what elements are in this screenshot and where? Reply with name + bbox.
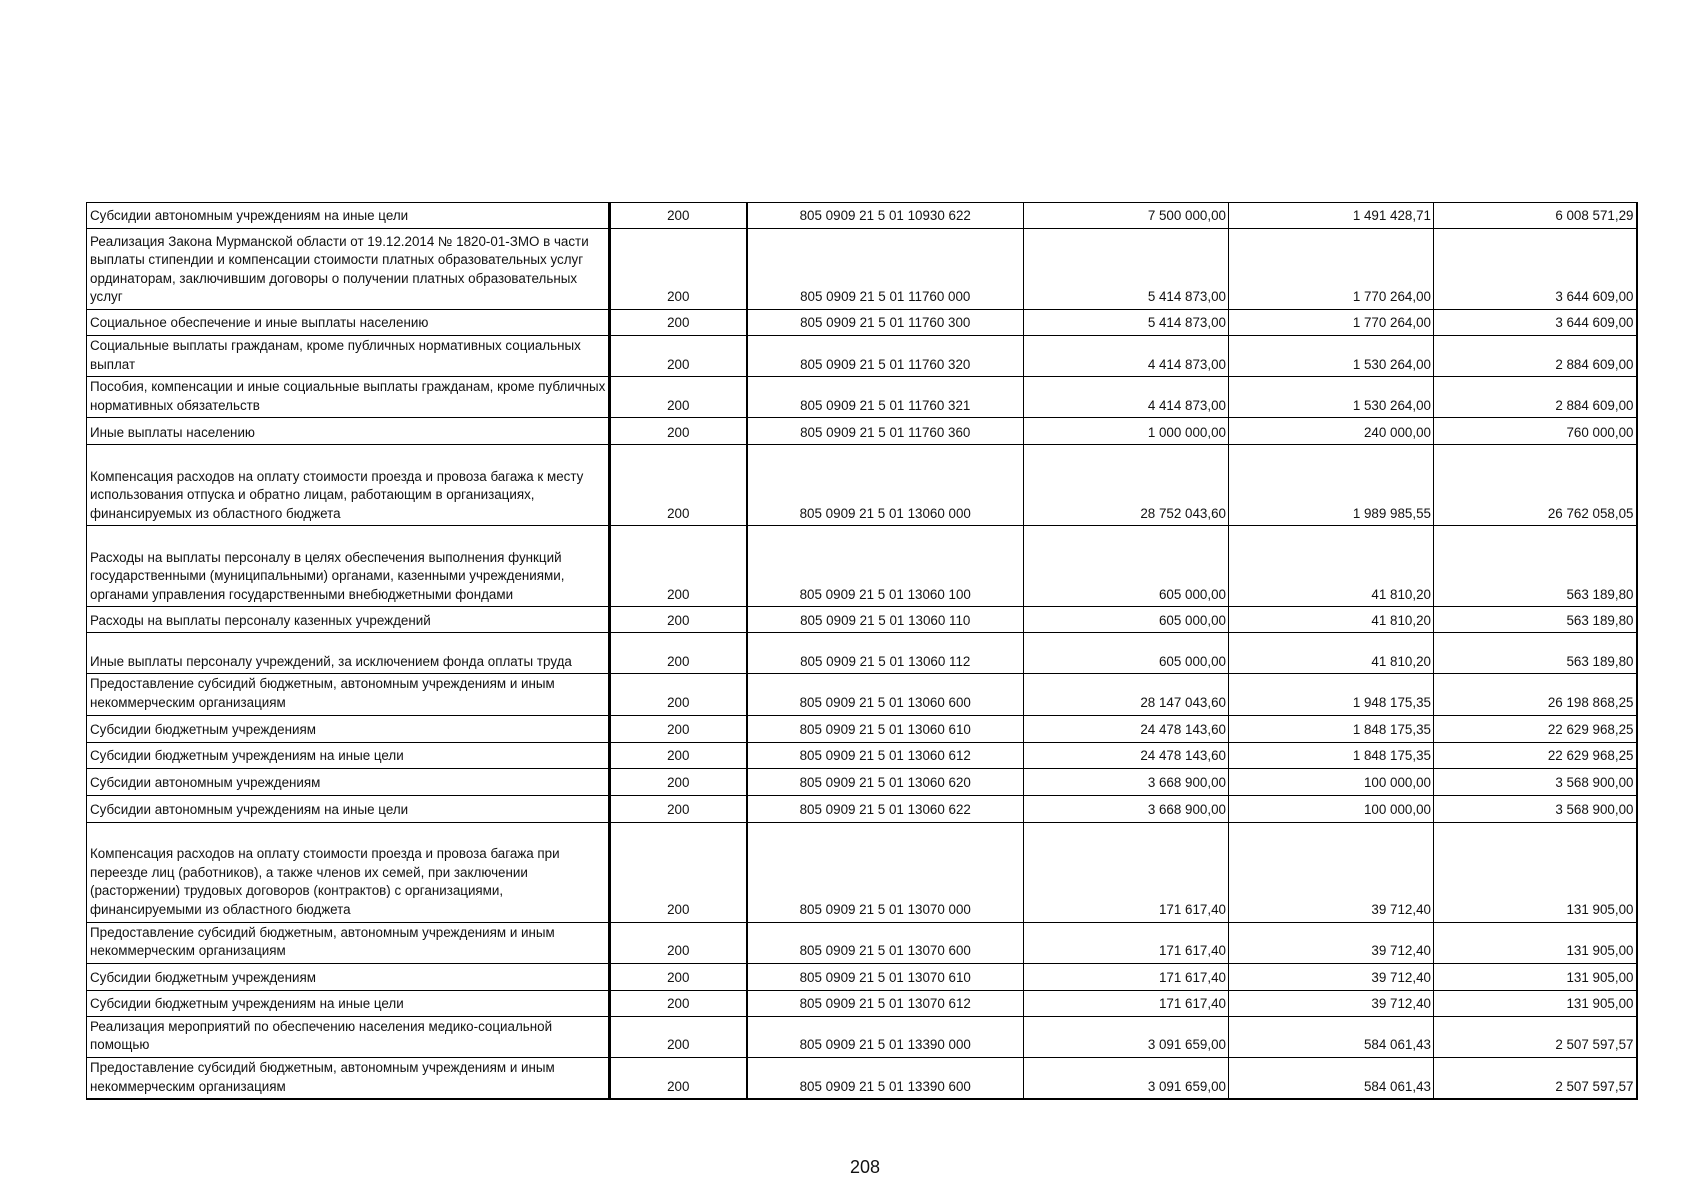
row-name: Иные выплаты населению bbox=[87, 418, 610, 445]
row-executed: 1 491 428,71 bbox=[1229, 203, 1434, 229]
row-executed: 100 000,00 bbox=[1229, 795, 1434, 822]
row-approved: 171 617,40 bbox=[1024, 963, 1229, 990]
row-unexecuted: 6 008 571,29 bbox=[1434, 203, 1637, 229]
row-unexecuted: 563 189,80 bbox=[1434, 526, 1637, 607]
row-approved: 605 000,00 bbox=[1024, 607, 1229, 633]
budget-table bbox=[86, 202, 1638, 1100]
row-kbk: 805 0909 21 5 01 13390 000 bbox=[747, 1016, 1024, 1057]
row-unexecuted: 563 189,80 bbox=[1434, 607, 1637, 633]
row-unexecuted: 2 884 609,00 bbox=[1434, 336, 1637, 377]
table-row bbox=[87, 922, 1637, 963]
row-approved: 3 668 900,00 bbox=[1024, 795, 1229, 822]
row-executed: 1 770 264,00 bbox=[1229, 310, 1434, 336]
row-executed: 41 810,20 bbox=[1229, 526, 1434, 607]
row-kbk: 805 0909 21 5 01 13060 112 bbox=[747, 633, 1024, 674]
row-kbk: 805 0909 21 5 01 13070 612 bbox=[747, 990, 1024, 1016]
row-unexecuted: 760 000,00 bbox=[1434, 418, 1637, 445]
table-row bbox=[87, 795, 1637, 822]
row-executed: 1 848 175,35 bbox=[1229, 742, 1434, 768]
row-approved: 5 414 873,00 bbox=[1024, 229, 1229, 310]
table-row bbox=[87, 742, 1637, 768]
row-kbk: 805 0909 21 5 01 13390 600 bbox=[747, 1057, 1024, 1099]
row-executed: 41 810,20 bbox=[1229, 607, 1434, 633]
row-unexecuted: 22 629 968,25 bbox=[1434, 742, 1637, 768]
row-kbk: 805 0909 21 5 01 11760 321 bbox=[747, 377, 1024, 418]
table-row bbox=[87, 418, 1637, 445]
row-kbk: 805 0909 21 5 01 13060 600 bbox=[747, 674, 1024, 715]
row-unexecuted: 22 629 968,25 bbox=[1434, 715, 1637, 742]
row-approved: 605 000,00 bbox=[1024, 526, 1229, 607]
table-row bbox=[87, 377, 1637, 418]
table-body bbox=[87, 203, 1637, 1100]
table-row bbox=[87, 715, 1637, 742]
row-name: Субсидии автономным учреждениям bbox=[87, 768, 610, 795]
row-unexecuted: 3 568 900,00 bbox=[1434, 768, 1637, 795]
row-name: Социальные выплаты гражданам, кроме публичных нормативных социальных выплат bbox=[87, 336, 610, 377]
row-code: 200 bbox=[610, 795, 747, 822]
row-code: 200 bbox=[610, 822, 747, 922]
row-executed: 39 712,40 bbox=[1229, 922, 1434, 963]
row-code: 200 bbox=[610, 963, 747, 990]
row-kbk: 805 0909 21 5 01 11760 000 bbox=[747, 229, 1024, 310]
row-approved: 28 752 043,60 bbox=[1024, 445, 1229, 526]
row-code: 200 bbox=[610, 607, 747, 633]
row-name: Компенсация расходов на оплату стоимости проезда и провоза багажа при переезде лиц (работников), а также членов их семей, при заключении (расторжении) трудовых договоров (контрактов) с организациями, финансируемыми из областного бюджета bbox=[87, 822, 610, 922]
row-name: Расходы на выплаты персоналу в целях обеспечения выполнения функций государственными (муниципальными) органами, казенными учреждениями, органами управления государственными внебюджетными фондами bbox=[87, 526, 610, 607]
row-code: 200 bbox=[610, 418, 747, 445]
row-name: Пособия, компенсации и иные социальные выплаты гражданам, кроме публичных нормативных обязательств bbox=[87, 377, 610, 418]
row-name: Расходы на выплаты персоналу казенных учреждений bbox=[87, 607, 610, 633]
row-name: Субсидии бюджетным учреждениям на иные цели bbox=[87, 990, 610, 1016]
row-kbk: 805 0909 21 5 01 10930 622 bbox=[747, 203, 1024, 229]
row-executed: 39 712,40 bbox=[1229, 822, 1434, 922]
row-kbk: 805 0909 21 5 01 13060 612 bbox=[747, 742, 1024, 768]
row-approved: 28 147 043,60 bbox=[1024, 674, 1229, 715]
row-executed: 39 712,40 bbox=[1229, 990, 1434, 1016]
row-executed: 41 810,20 bbox=[1229, 633, 1434, 674]
row-code: 200 bbox=[610, 1057, 747, 1099]
row-code: 200 bbox=[610, 336, 747, 377]
row-unexecuted: 131 905,00 bbox=[1434, 990, 1637, 1016]
row-name: Социальное обеспечение и иные выплаты населению bbox=[87, 310, 610, 336]
row-executed: 584 061,43 bbox=[1229, 1057, 1434, 1099]
row-approved: 171 617,40 bbox=[1024, 822, 1229, 922]
page-number: 208 bbox=[849, 1157, 881, 1177]
row-kbk: 805 0909 21 5 01 11760 300 bbox=[747, 310, 1024, 336]
row-kbk: 805 0909 21 5 01 13060 620 bbox=[747, 768, 1024, 795]
row-executed: 100 000,00 bbox=[1229, 768, 1434, 795]
table-row bbox=[87, 1057, 1637, 1099]
row-approved: 24 478 143,60 bbox=[1024, 715, 1229, 742]
row-unexecuted: 26 198 868,25 bbox=[1434, 674, 1637, 715]
row-executed: 1 848 175,35 bbox=[1229, 715, 1434, 742]
table-row bbox=[87, 526, 1637, 607]
row-approved: 5 414 873,00 bbox=[1024, 310, 1229, 336]
row-code: 200 bbox=[610, 203, 747, 229]
row-name: Субсидии автономным учреждениям на иные цели bbox=[87, 795, 610, 822]
row-executed: 1 948 175,35 bbox=[1229, 674, 1434, 715]
row-executed: 584 061,43 bbox=[1229, 1016, 1434, 1057]
row-code: 200 bbox=[610, 526, 747, 607]
row-code: 200 bbox=[610, 768, 747, 795]
table-row bbox=[87, 203, 1637, 229]
row-unexecuted: 2 507 597,57 bbox=[1434, 1057, 1637, 1099]
row-name: Предоставление субсидий бюджетным, автономным учреждениям и иным некоммерческим организациям bbox=[87, 922, 610, 963]
row-kbk: 805 0909 21 5 01 13070 000 bbox=[747, 822, 1024, 922]
row-code: 200 bbox=[610, 229, 747, 310]
table-row bbox=[87, 607, 1637, 633]
row-code: 200 bbox=[610, 377, 747, 418]
row-approved: 4 414 873,00 bbox=[1024, 377, 1229, 418]
row-kbk: 805 0909 21 5 01 11760 360 bbox=[747, 418, 1024, 445]
table-row bbox=[87, 990, 1637, 1016]
row-code: 200 bbox=[610, 990, 747, 1016]
row-code: 200 bbox=[610, 1016, 747, 1057]
row-unexecuted: 3 644 609,00 bbox=[1434, 310, 1637, 336]
row-unexecuted: 2 507 597,57 bbox=[1434, 1016, 1637, 1057]
table-row bbox=[87, 633, 1637, 674]
row-executed: 240 000,00 bbox=[1229, 418, 1434, 445]
table-row bbox=[87, 310, 1637, 336]
row-unexecuted: 131 905,00 bbox=[1434, 963, 1637, 990]
table-row bbox=[87, 229, 1637, 310]
row-executed: 1 770 264,00 bbox=[1229, 229, 1434, 310]
table-row bbox=[87, 674, 1637, 715]
row-name: Иные выплаты персоналу учреждений, за исключением фонда оплаты труда bbox=[87, 633, 610, 674]
row-unexecuted: 131 905,00 bbox=[1434, 922, 1637, 963]
row-executed: 1 989 985,55 bbox=[1229, 445, 1434, 526]
row-kbk: 805 0909 21 5 01 13070 600 bbox=[747, 922, 1024, 963]
row-approved: 3 091 659,00 bbox=[1024, 1057, 1229, 1099]
row-code: 200 bbox=[610, 674, 747, 715]
row-unexecuted: 26 762 058,05 bbox=[1434, 445, 1637, 526]
row-approved: 171 617,40 bbox=[1024, 922, 1229, 963]
row-approved: 171 617,40 bbox=[1024, 990, 1229, 1016]
row-kbk: 805 0909 21 5 01 11760 320 bbox=[747, 336, 1024, 377]
table-row bbox=[87, 768, 1637, 795]
row-name: Субсидии бюджетным учреждениям bbox=[87, 963, 610, 990]
table-row bbox=[87, 963, 1637, 990]
row-code: 200 bbox=[610, 742, 747, 768]
row-unexecuted: 131 905,00 bbox=[1434, 822, 1637, 922]
table-row bbox=[87, 445, 1637, 526]
row-approved: 3 091 659,00 bbox=[1024, 1016, 1229, 1057]
row-unexecuted: 3 644 609,00 bbox=[1434, 229, 1637, 310]
table-row bbox=[87, 336, 1637, 377]
row-executed: 1 530 264,00 bbox=[1229, 336, 1434, 377]
row-unexecuted: 3 568 900,00 bbox=[1434, 795, 1637, 822]
row-name: Субсидии бюджетным учреждениям bbox=[87, 715, 610, 742]
row-code: 200 bbox=[610, 922, 747, 963]
row-code: 200 bbox=[610, 715, 747, 742]
row-kbk: 805 0909 21 5 01 13060 100 bbox=[747, 526, 1024, 607]
row-name: Субсидии автономным учреждениям на иные цели bbox=[87, 203, 610, 229]
row-approved: 3 668 900,00 bbox=[1024, 768, 1229, 795]
row-code: 200 bbox=[610, 633, 747, 674]
row-kbk: 805 0909 21 5 01 13070 610 bbox=[747, 963, 1024, 990]
row-approved: 24 478 143,60 bbox=[1024, 742, 1229, 768]
row-name: Предоставление субсидий бюджетным, автономным учреждениям и иным некоммерческим организациям bbox=[87, 674, 610, 715]
row-approved: 605 000,00 bbox=[1024, 633, 1229, 674]
table-row bbox=[87, 1016, 1637, 1057]
row-code: 200 bbox=[610, 445, 747, 526]
row-executed: 1 530 264,00 bbox=[1229, 377, 1434, 418]
row-kbk: 805 0909 21 5 01 13060 622 bbox=[747, 795, 1024, 822]
row-name: Субсидии бюджетным учреждениям на иные цели bbox=[87, 742, 610, 768]
row-kbk: 805 0909 21 5 01 13060 110 bbox=[747, 607, 1024, 633]
row-name: Предоставление субсидий бюджетным, автономным учреждениям и иным некоммерческим организациям bbox=[87, 1057, 610, 1099]
row-kbk: 805 0909 21 5 01 13060 610 bbox=[747, 715, 1024, 742]
row-name: Реализация Закона Мурманской области от 19.12.2014 № 1820-01-ЗМО в части выплаты стипендии и компенсации стоимости платных образовательных услуг ординаторам, заключившим договоры о получении платных образовательных услуг bbox=[87, 229, 610, 310]
row-name: Реализация мероприятий по обеспечению населения медико-социальной помощью bbox=[87, 1016, 610, 1057]
row-approved: 4 414 873,00 bbox=[1024, 336, 1229, 377]
row-name: Компенсация расходов на оплату стоимости проезда и провоза багажа к месту использования отпуска и обратно лицам, работающим в организациях, финансируемых из областного бюджета bbox=[87, 445, 610, 526]
row-code: 200 bbox=[610, 310, 747, 336]
row-approved: 7 500 000,00 bbox=[1024, 203, 1229, 229]
row-executed: 39 712,40 bbox=[1229, 963, 1434, 990]
row-kbk: 805 0909 21 5 01 13060 000 bbox=[747, 445, 1024, 526]
row-unexecuted: 2 884 609,00 bbox=[1434, 377, 1637, 418]
row-approved: 1 000 000,00 bbox=[1024, 418, 1229, 445]
row-unexecuted: 563 189,80 bbox=[1434, 633, 1637, 674]
table-row bbox=[87, 822, 1637, 922]
